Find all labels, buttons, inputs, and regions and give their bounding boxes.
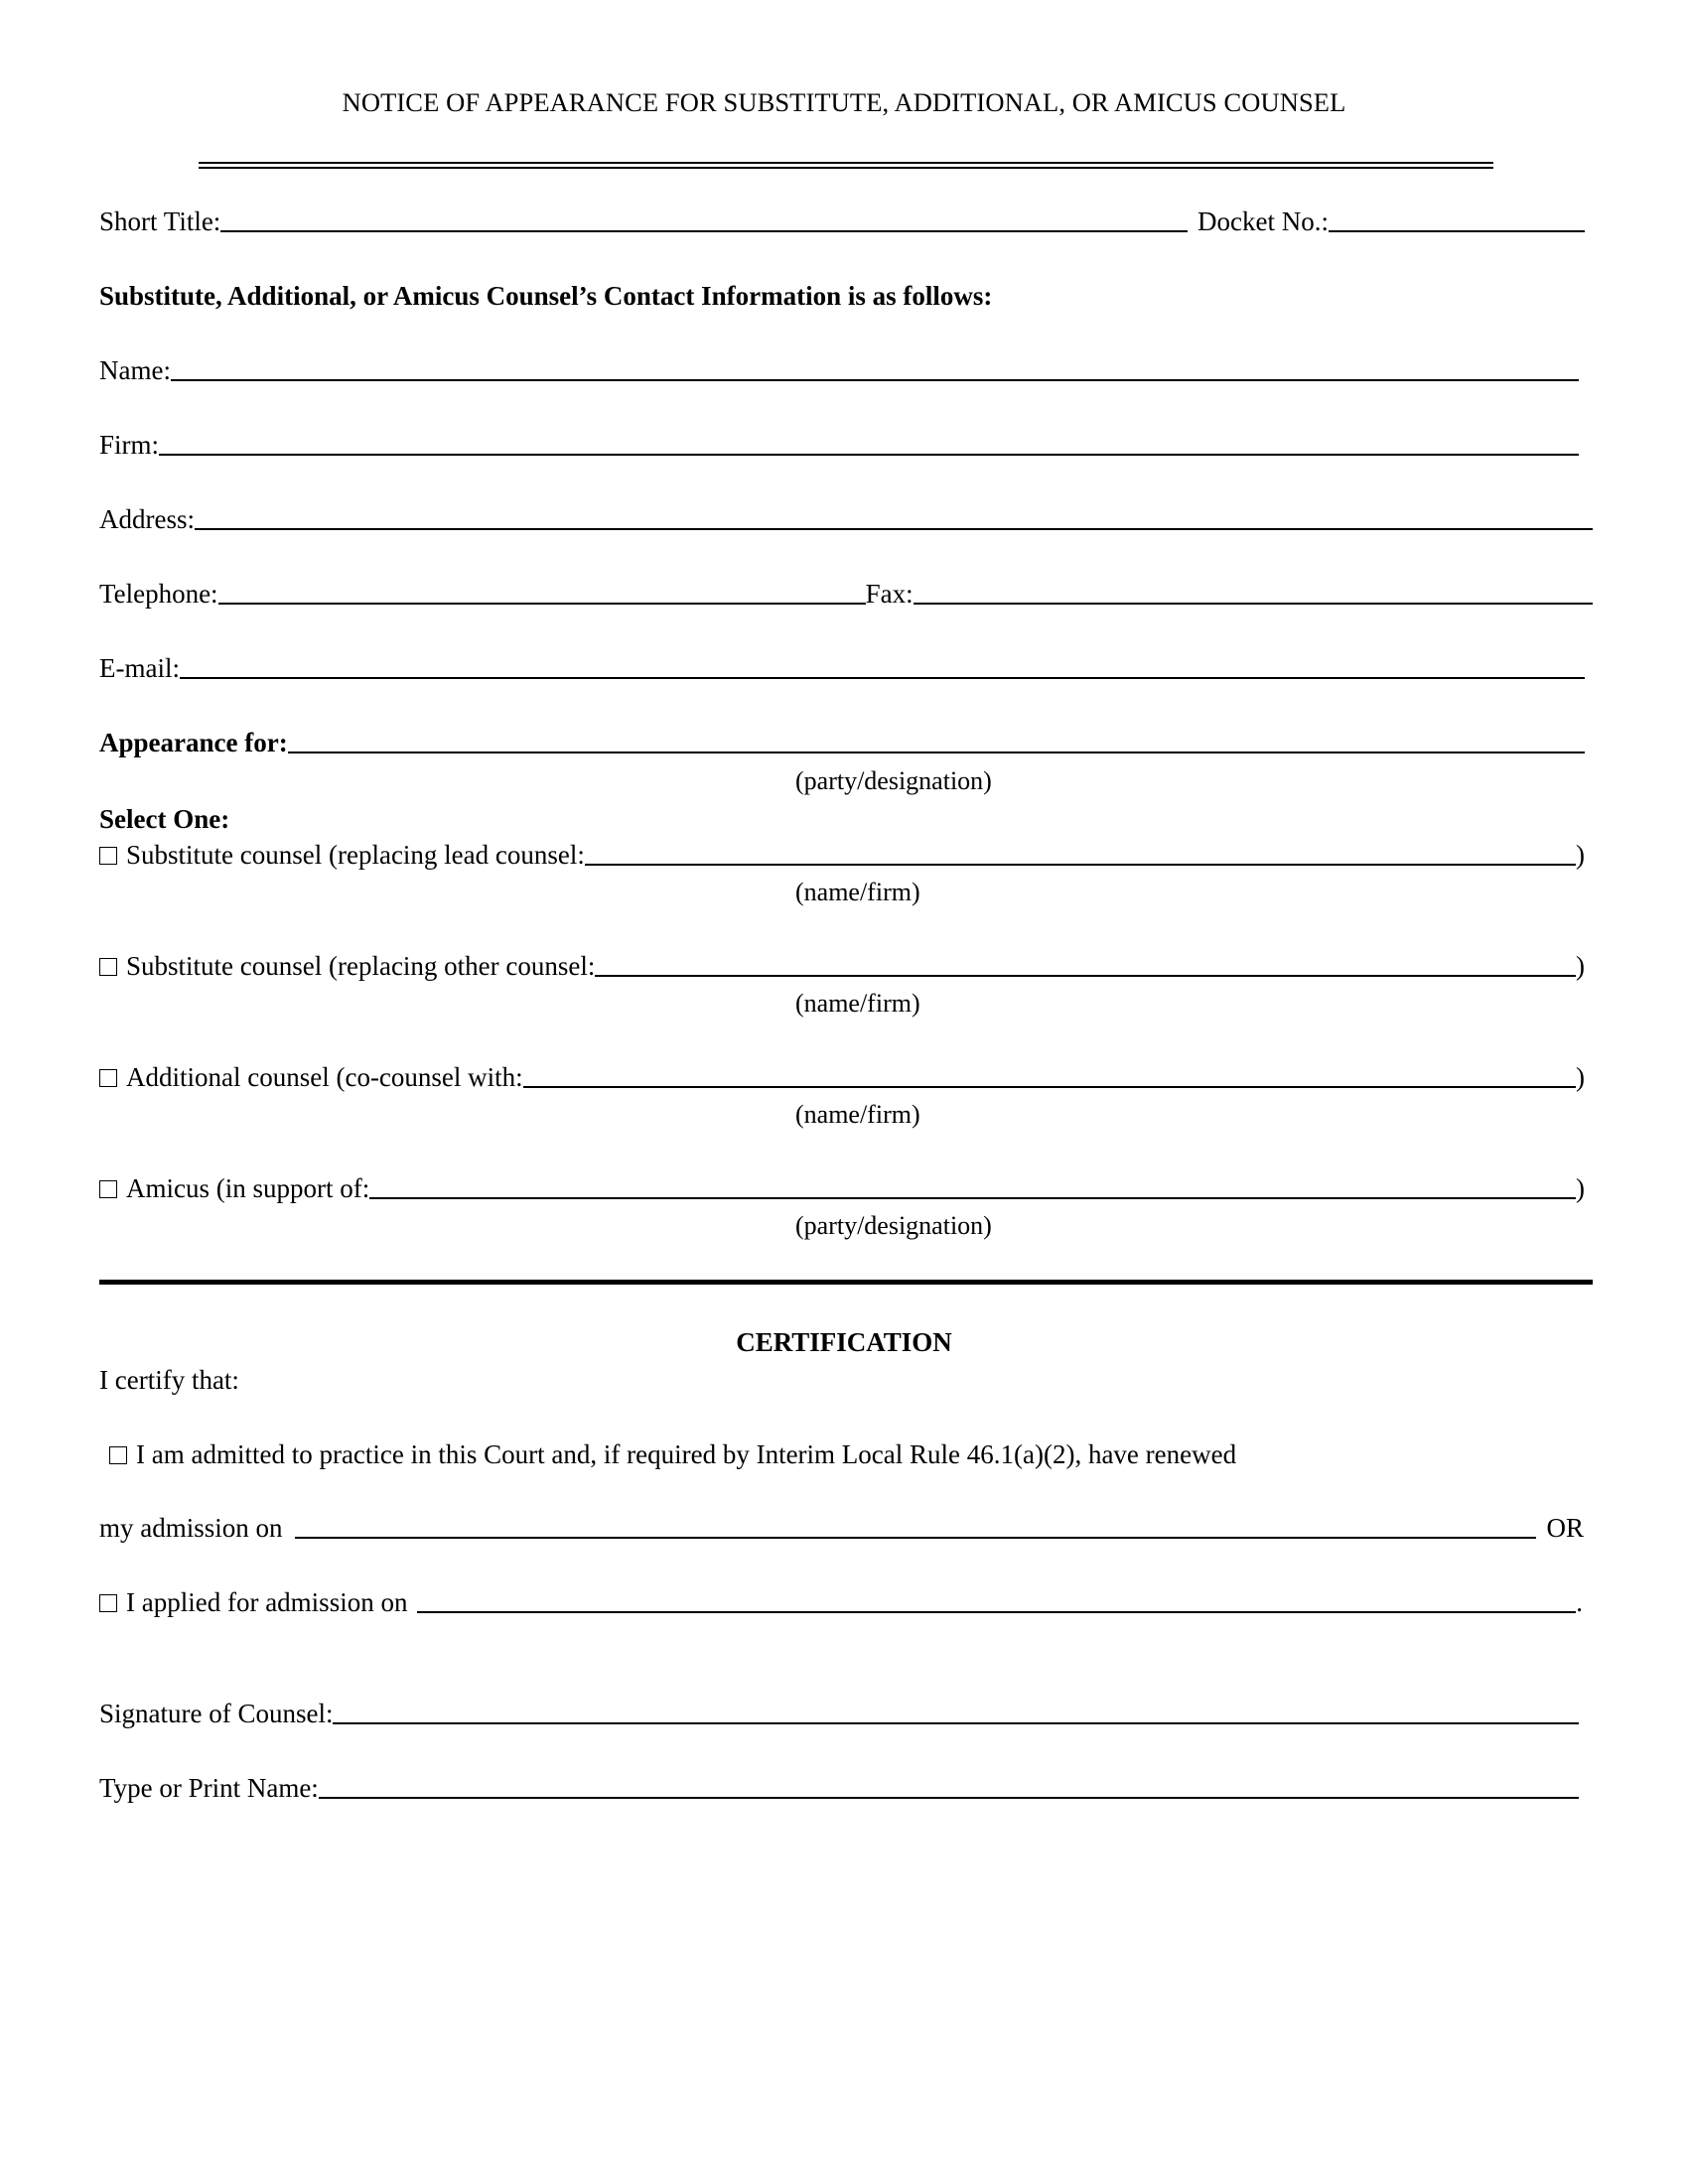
short-title-field[interactable] [220,229,1188,232]
firm-label: Firm: [99,430,160,460]
amicus-field[interactable] [369,1196,1576,1199]
address-field[interactable] [195,527,1593,530]
substitute-lead-hint: (name/firm) [795,878,920,906]
additional-field[interactable] [523,1085,1576,1088]
certify-intro-text: I certify that: [99,1365,239,1395]
short-title-row [99,206,1585,237]
admitted-row [109,1439,1236,1470]
telephone-fax-row [99,579,1593,610]
admission-date-field[interactable] [295,1536,1537,1539]
substitute-other-hint: (name/firm) [795,989,920,1018]
admission-on-row [99,1513,1584,1544]
name-row [99,355,1579,386]
amicus-label: Amicus (in support of: [126,1173,370,1203]
signature-row [99,1699,1579,1729]
appearance-hint: (party/designation) [795,766,992,795]
docket-label: Docket No.: [1197,206,1329,236]
amicus-checkbox[interactable] [99,1180,117,1198]
option-amicus [99,1173,1585,1204]
contact-heading [99,281,992,312]
substitute-other-checkbox[interactable] [99,958,117,976]
option-substitute-other [99,951,1585,982]
fax-field[interactable] [914,602,1593,605]
admission-on-label: my admission on [99,1513,283,1543]
substitute-lead-field[interactable] [585,863,1576,866]
print-name-field[interactable] [319,1796,1579,1799]
name-field[interactable] [171,378,1579,381]
telephone-label: Telephone: [99,579,218,609]
or-text: OR [1546,1513,1584,1543]
appearance-label: Appearance for: [99,728,288,757]
amicus-close: ) [1576,1173,1585,1203]
applied-date-field[interactable] [417,1610,1576,1613]
amicus-hint: (party/designation) [795,1211,992,1240]
form-title: NOTICE OF APPEARANCE FOR SUBSTITUTE, ADDITIONAL, OR AMICUS COUNSEL [342,87,1346,117]
email-label: E-mail: [99,653,180,683]
address-row [99,504,1593,535]
option-substitute-lead [99,840,1585,871]
firm-field[interactable] [159,453,1579,456]
select-one-text: Select One: [99,804,230,834]
admitted-text: I am admitted to practice in this Court and, if required by Interim Local Rule 46.1(a)(2), have renewed [136,1439,1237,1469]
section-divider [99,1280,1593,1285]
applied-period: . [1576,1587,1583,1617]
fax-label: Fax: [865,579,914,609]
substitute-lead-checkbox[interactable] [99,847,117,865]
name-label: Name: [99,355,171,385]
docket-field[interactable] [1329,229,1585,232]
email-row [99,653,1585,684]
address-label: Address: [99,504,195,534]
short-title-label: Short Title: [99,206,221,236]
certify-intro [99,1365,239,1396]
additional-hint: (name/firm) [795,1100,920,1129]
additional-label: Additional counsel (co-counsel with: [126,1062,523,1092]
title-double-rule [199,162,1493,169]
signature-field[interactable] [333,1721,1579,1724]
option-additional [99,1062,1585,1093]
print-name-label: Type or Print Name: [99,1773,319,1803]
contact-heading-text: Substitute, Additional, or Amicus Counsel’s Contact Information is as follows: [99,281,993,311]
substitute-other-close: ) [1576,951,1585,981]
print-name-row [99,1773,1579,1804]
applied-label: I applied for admission on [126,1587,408,1617]
appearance-field[interactable] [288,751,1585,753]
additional-close: ) [1576,1062,1585,1092]
substitute-lead-label: Substitute counsel (replacing lead counsel: [126,840,585,870]
signature-label: Signature of Counsel: [99,1699,334,1728]
email-field[interactable] [180,676,1585,679]
telephone-field[interactable] [218,602,866,605]
select-one-heading [99,804,229,835]
applied-checkbox[interactable] [99,1594,117,1612]
substitute-other-label: Substitute counsel (replacing other counsel: [126,951,596,981]
applied-row [99,1587,1583,1618]
certification-heading: CERTIFICATION [736,1327,952,1357]
admitted-checkbox[interactable] [109,1446,127,1464]
additional-checkbox[interactable] [99,1069,117,1087]
substitute-other-field[interactable] [595,974,1576,977]
substitute-lead-close: ) [1576,840,1585,870]
appearance-row [99,728,1585,758]
firm-row [99,430,1579,461]
